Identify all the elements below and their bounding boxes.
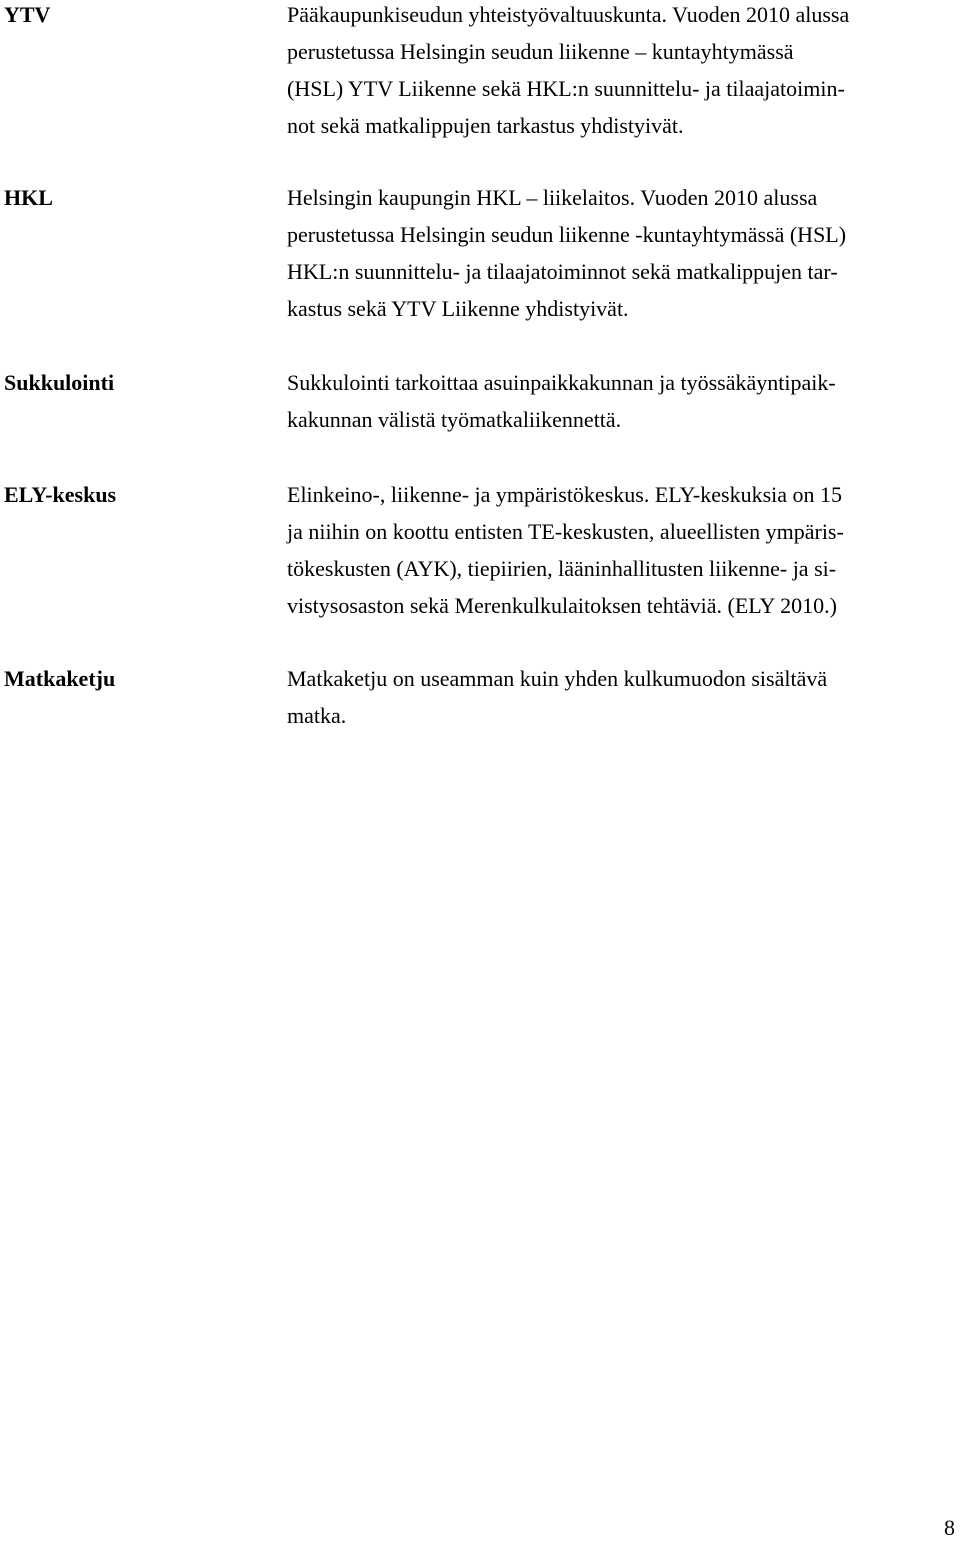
term-matkaketju: Matkaketju (4, 666, 116, 691)
definition-ely-keskus (287, 476, 957, 624)
definition-line: Pääkaupunkiseudun yhteistyövaltuuskunta. Vuoden 2010 alussa (287, 2, 850, 27)
term-ely-keskus: ELY-keskus (4, 482, 117, 507)
definition-line: matka. (287, 703, 347, 728)
definition-line: (HSL) YTV Liikenne sekä HKL:n suunnittelu- ja tilaajatoimin- (287, 76, 845, 101)
definition-ytv (287, 0, 957, 144)
definition-line: Helsingin kaupungin HKL – liikelaitos. Vuoden 2010 alussa (287, 185, 818, 210)
term-ytv: YTV (4, 2, 51, 27)
term-sukkulointi: Sukkulointi (4, 370, 115, 395)
definition-hkl (287, 179, 957, 327)
definition-line: HKL:n suunnittelu- ja tilaajatoiminnot sekä matkalippujen tar- (287, 259, 838, 284)
page-number: 8 (944, 1515, 955, 1540)
definition-sukkulointi (287, 364, 957, 438)
definition-line: not sekä matkalippujen tarkastus yhdistyivät. (287, 113, 684, 138)
definition-line: vistysosaston sekä Merenkulkulaitoksen tehtäviä. (ELY 2010.) (287, 593, 837, 618)
definition-matkaketju (287, 660, 957, 734)
definition-line: kastus sekä YTV Liikenne yhdistyivät. (287, 296, 629, 321)
definition-line: perustetussa Helsingin seudun liikenne – kuntayhtymässä (287, 39, 794, 64)
definition-line: Matkaketju on useamman kuin yhden kulkumuodon sisältävä (287, 666, 828, 691)
definition-line: Sukkulointi tarkoittaa asuinpaikkakunnan ja työssäkäyntipaik- (287, 370, 836, 395)
definition-line: perustetussa Helsingin seudun liikenne -kuntayhtymässä (HSL) (287, 222, 847, 247)
definition-line: kakunnan välistä työmatkaliikennettä. (287, 407, 622, 432)
definition-line: ja niihin on koottu entisten TE-keskusten, alueellisten ympäris- (287, 519, 844, 544)
term-hkl: HKL (4, 185, 53, 210)
definition-line: tökeskusten (AYK), tiepiirien, lääninhallitusten liikenne- ja si- (287, 556, 837, 581)
definition-line: Elinkeino-, liikenne- ja ympäristökeskus. ELY-keskuksia on 15 (287, 482, 843, 507)
